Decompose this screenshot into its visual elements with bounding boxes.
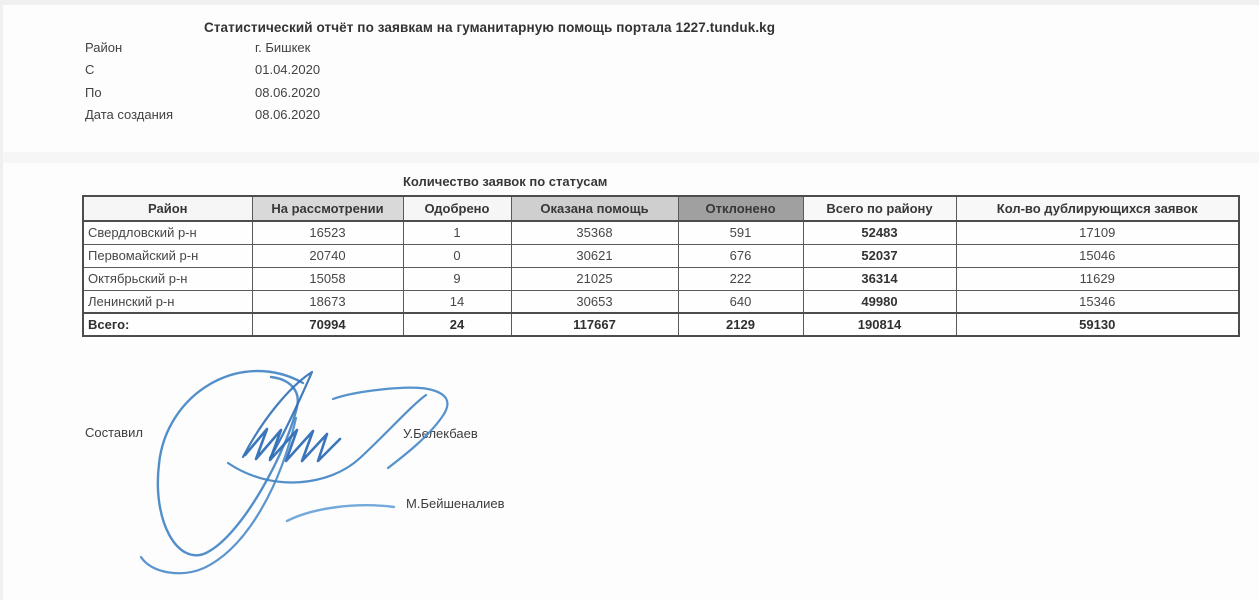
table-row-pervomaysky [83, 244, 1239, 267]
table-cell: 17109 [956, 221, 1239, 244]
table-row-sverdlovsky [83, 221, 1239, 244]
column-header-approved: Одобрено [403, 196, 511, 221]
total-label-cell: Всего: [83, 313, 252, 336]
column-header-aid-provided: Оказана помощь [511, 196, 678, 221]
table-cell: 16523 [252, 221, 403, 244]
table-cell: 14 [403, 290, 511, 313]
table-cell: 11629 [956, 267, 1239, 290]
meta-label: Дата создания [85, 107, 174, 123]
meta-row-created [85, 104, 320, 127]
meta-value: 01.04.2020 [255, 62, 321, 78]
total-cell: 190814 [803, 313, 956, 336]
meta-label: По [85, 84, 102, 100]
table-row-leninsky [83, 290, 1239, 313]
table-cell: 52037 [803, 244, 956, 267]
signer-name-1: У.Белекбаев [403, 426, 478, 441]
signature-stroke-zigzag [245, 429, 340, 461]
status-report-table [82, 195, 1240, 337]
table-cell: 15046 [956, 244, 1239, 267]
table-cell: Свердловский р-н [83, 221, 252, 244]
meta-row-region [85, 36, 320, 59]
scan-artifact-band [0, 152, 1259, 163]
signature-stroke-dash [287, 505, 394, 521]
meta-value: 08.06.2020 [255, 107, 321, 123]
meta-value: 08.06.2020 [255, 84, 321, 100]
table-cell: Ленинский р-н [83, 290, 252, 313]
signer-name-2: М.Бейшеналиев [406, 496, 505, 511]
total-cell: 59130 [956, 313, 1239, 336]
table-cell: 30621 [511, 244, 678, 267]
meta-value: г. Бишкек [255, 39, 311, 55]
signature-stroke-tail [141, 418, 296, 573]
table-cell: 18673 [252, 290, 403, 313]
table-cell: 9 [403, 267, 511, 290]
signature-stroke-loop [158, 371, 303, 555]
total-cell: 24 [403, 313, 511, 336]
document-title: Статистический отчёт по заявкам на гуманитарную помощь портала 1227.tunduk.kg [204, 20, 776, 35]
table-row-oktyabrsky [83, 267, 1239, 290]
table-title: Количество заявок по статусам [403, 174, 608, 189]
signature-stroke-sweep [228, 395, 426, 482]
table-cell: 15058 [252, 267, 403, 290]
total-cell: 2129 [678, 313, 803, 336]
column-header-rejected: Отклонено [678, 196, 803, 221]
scan-artifact-left [0, 0, 3, 600]
meta-row-date-to [85, 81, 320, 104]
report-metadata [85, 36, 320, 126]
table-cell: 52483 [803, 221, 956, 244]
table-cell: 222 [678, 267, 803, 290]
table-cell: Первомайский р-н [83, 244, 252, 267]
scan-artifact-top [0, 0, 1259, 5]
meta-row-date-from [85, 59, 320, 82]
table-cell: 49980 [803, 290, 956, 313]
table-cell: 36314 [803, 267, 956, 290]
column-header-duplicates: Кол-во дублирующихся заявок [956, 196, 1239, 221]
table-cell: 1 [403, 221, 511, 244]
table-row-total [83, 313, 1239, 336]
table-cell: 30653 [511, 290, 678, 313]
table-cell: 591 [678, 221, 803, 244]
prepared-by-label: Составил [85, 425, 143, 440]
table-cell: 15346 [956, 290, 1239, 313]
table-cell: 676 [678, 244, 803, 267]
table-cell: 640 [678, 290, 803, 313]
total-cell: 70994 [252, 313, 403, 336]
table-cell: Октябрьский р-н [83, 267, 252, 290]
column-header-district-total: Всего по району [803, 196, 956, 221]
column-header-in-review: На рассмотрении [252, 196, 403, 221]
signature-stroke-peaks [243, 372, 312, 458]
table-cell: 0 [403, 244, 511, 267]
meta-label: С [85, 62, 95, 78]
total-cell: 117667 [511, 313, 678, 336]
meta-label: Район [85, 39, 123, 55]
column-header-district: Район [83, 196, 252, 221]
table-header-row [83, 196, 1239, 221]
table-cell: 20740 [252, 244, 403, 267]
table-cell: 35368 [511, 221, 678, 244]
table-cell: 21025 [511, 267, 678, 290]
